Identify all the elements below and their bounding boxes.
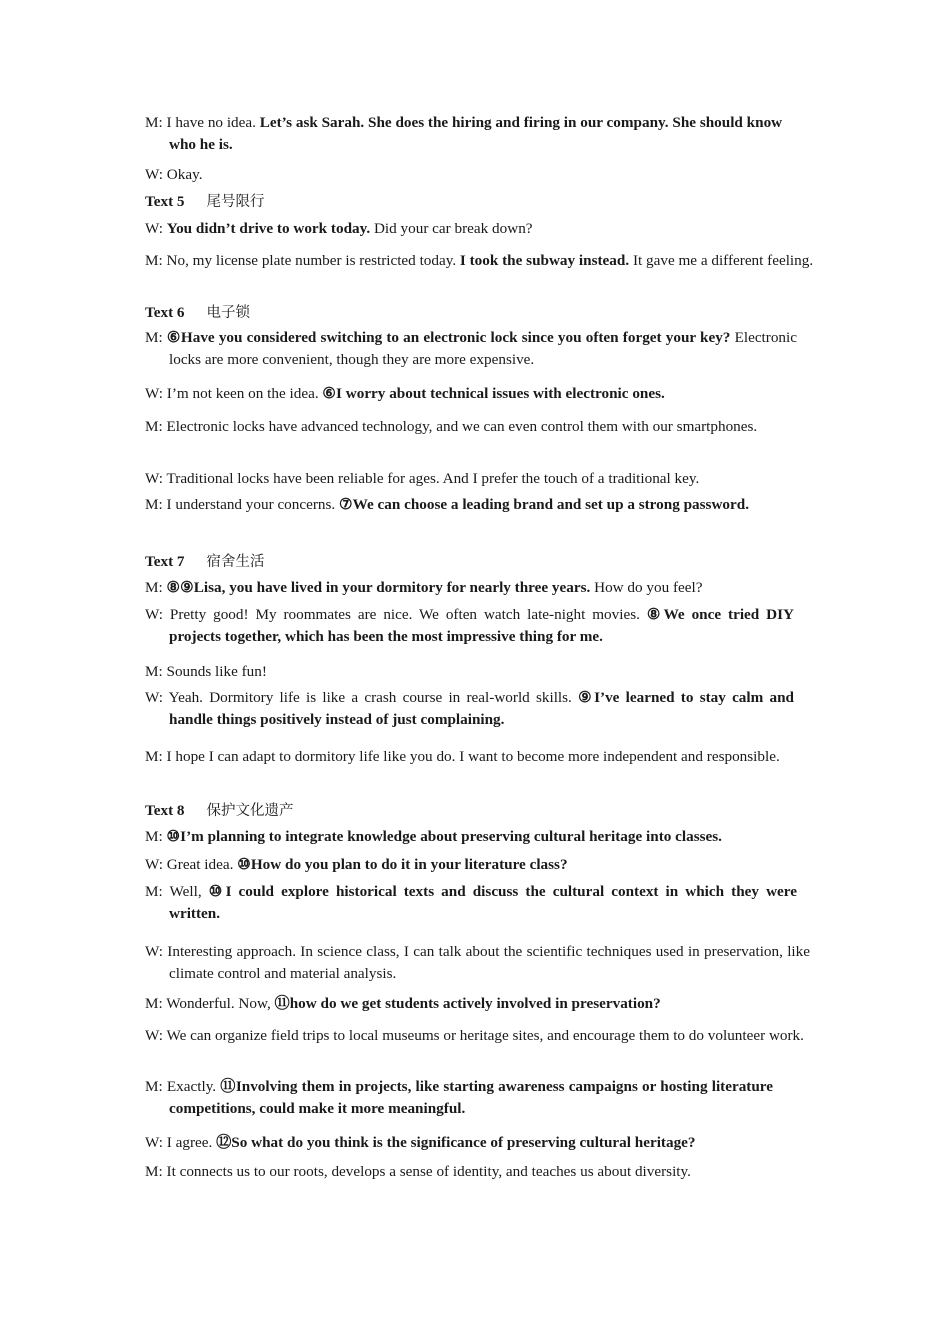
dialogue-text: W: Great idea. [145, 856, 238, 873]
section-label: Text 5 [145, 193, 185, 210]
section-label: Text 8 [145, 802, 185, 819]
section-heading [145, 551, 810, 573]
key-sentence: Lisa, you have lived in your dormitory for nearly three years. [193, 579, 591, 596]
dialogue-line [145, 881, 797, 925]
dialogue-line [145, 468, 809, 490]
dialogue-line [145, 687, 794, 731]
key-sentence: I’ve learned to stay calm and handle things positively instead of just complaining. [169, 689, 794, 728]
section-label: Text 7 [145, 553, 185, 570]
dialogue-line [145, 993, 809, 1015]
question-number-marker: ⑥ [166, 329, 181, 346]
dialogue-text: W: Traditional locks have been reliable for ages. And I prefer the touch of a traditional key. [145, 470, 700, 487]
dialogue-text: M: I have no idea. [145, 114, 260, 131]
key-sentence: Involving them in projects, like starting awareness campaigns or hosting literature competitions, could make it more meaningful. [169, 1078, 774, 1117]
section-title-zh: 电子锁 [206, 305, 251, 321]
dialogue-line [145, 1161, 829, 1183]
dialogue-text: M: Wonderful. Now, [145, 995, 275, 1012]
dialogue-line [145, 218, 789, 240]
dialogue-text: M: Exactly. [145, 1078, 221, 1095]
dialogue-text: M: No, my license plate number is restricted today. [145, 252, 460, 269]
dialogue-text: How do you feel? [590, 579, 703, 596]
dialogue-line [145, 327, 797, 371]
key-sentence: I could explore historical texts and discuss the cultural context in which they were written. [169, 883, 797, 922]
key-sentence: I took the subway instead. [459, 252, 630, 269]
dialogue-line [145, 164, 789, 186]
key-sentence: I worry about technical issues with electronic ones. [336, 385, 665, 402]
key-sentence: Have you considered switching to an electronic lock since you often forget your key? [180, 329, 731, 346]
dialogue-line [145, 112, 789, 156]
section-heading [145, 800, 810, 822]
question-number-marker: ⑪ [220, 1078, 236, 1095]
dialogue-text: W: We can organize field trips to local museums or heritage sites, and encourage them to do volunteer work. [145, 1027, 804, 1044]
dialogue-text: W: I’m not keen on the idea. [145, 385, 323, 402]
section-title-zh: 宿舍生活 [206, 554, 265, 570]
dialogue-text: M: Well, [145, 883, 209, 900]
key-sentence: We can choose a leading brand and set up a strong password. [352, 496, 749, 513]
dialogue-line [145, 854, 789, 876]
key-sentence: I’m planning to integrate knowledge about preserving cultural heritage into classes. [180, 828, 722, 845]
dialogue-line [145, 494, 779, 516]
dialogue-line [145, 746, 803, 768]
question-number-marker: ⑥ [322, 385, 337, 402]
key-sentence: You didn’t drive to work today. [166, 220, 371, 237]
dialogue-line [145, 577, 809, 599]
question-number-marker: ⑪ [274, 995, 290, 1012]
dialogue-text: W: Okay. [145, 166, 203, 183]
dialogue-text: M: Electronic locks have advanced technology, and we can even control them with our smartphones. [145, 418, 758, 435]
dialogue-text: M: I hope I can adapt to dormitory life like you do. I want to become more independent and responsible. [145, 748, 780, 765]
section-heading [145, 302, 810, 324]
section-title-zh: 保护文化遗产 [206, 803, 294, 819]
dialogue-line [145, 941, 810, 985]
question-number-marker: ⑩ [208, 883, 226, 900]
question-number-marker: ⑧ [646, 606, 664, 623]
section-heading [145, 191, 810, 213]
dialogue-text: W: Interesting approach. In science class, I can talk about the scientific techniques used in preservation, like climate control and material analysis. [145, 943, 810, 982]
dialogue-line [145, 826, 834, 848]
dialogue-line [145, 416, 832, 438]
key-sentence: We once tried DIY projects together, which has been the most impressive thing for me. [169, 606, 794, 645]
key-sentence: how do we get students actively involved in preservation? [289, 995, 661, 1012]
dialogue-line [145, 604, 794, 648]
dialogue-line [145, 383, 809, 405]
key-sentence: Let’s ask Sarah. She does the hiring and firing in our company. She should know who he is. [169, 114, 783, 153]
question-number-marker: ⑧⑨ [166, 579, 194, 596]
question-number-marker: ⑨ [578, 689, 595, 706]
question-number-marker: ⑩ [166, 828, 181, 845]
dialogue-text: W: Yeah. Dormitory life is like a crash course in real-world skills. [145, 689, 579, 706]
dialogue-text: Did your car break down? [370, 220, 533, 237]
key-sentence: So what do you think is the significance of preserving cultural heritage? [231, 1134, 696, 1151]
dialogue-line [145, 1132, 829, 1154]
question-number-marker: ⑩ [237, 856, 251, 873]
dialogue-text: M: [145, 828, 167, 845]
section-label: Text 6 [145, 304, 185, 321]
dialogue-text: M: Sounds like fun! [145, 663, 267, 680]
dialogue-text: M: [145, 579, 167, 596]
dialogue-text: W: I agree. [145, 1134, 217, 1151]
key-sentence: How do you plan to do it in your literature class? [250, 856, 568, 873]
dialogue-text: W: Pretty good! My roommates are nice. We often watch late-night movies. [145, 606, 647, 623]
dialogue-text: M: [145, 329, 167, 346]
question-number-marker: ⑫ [216, 1134, 232, 1151]
dialogue-text: M: It connects us to our roots, develops a sense of identity, and teaches us about diversity. [145, 1163, 691, 1180]
dialogue-text: It gave me a different feeling. [629, 252, 814, 269]
question-number-marker: ⑦ [339, 496, 353, 513]
dialogue-line [145, 1076, 773, 1120]
dialogue-text: Electronic locks are more convenient, though they are more expensive. [169, 329, 797, 368]
section-title-zh: 尾号限行 [206, 194, 265, 210]
dialogue-line [145, 661, 789, 683]
dialogue-line [145, 250, 819, 272]
dialogue-line [145, 1025, 810, 1047]
dialogue-text: W: [145, 220, 167, 237]
dialogue-text: M: I understand your concerns. [145, 496, 340, 513]
